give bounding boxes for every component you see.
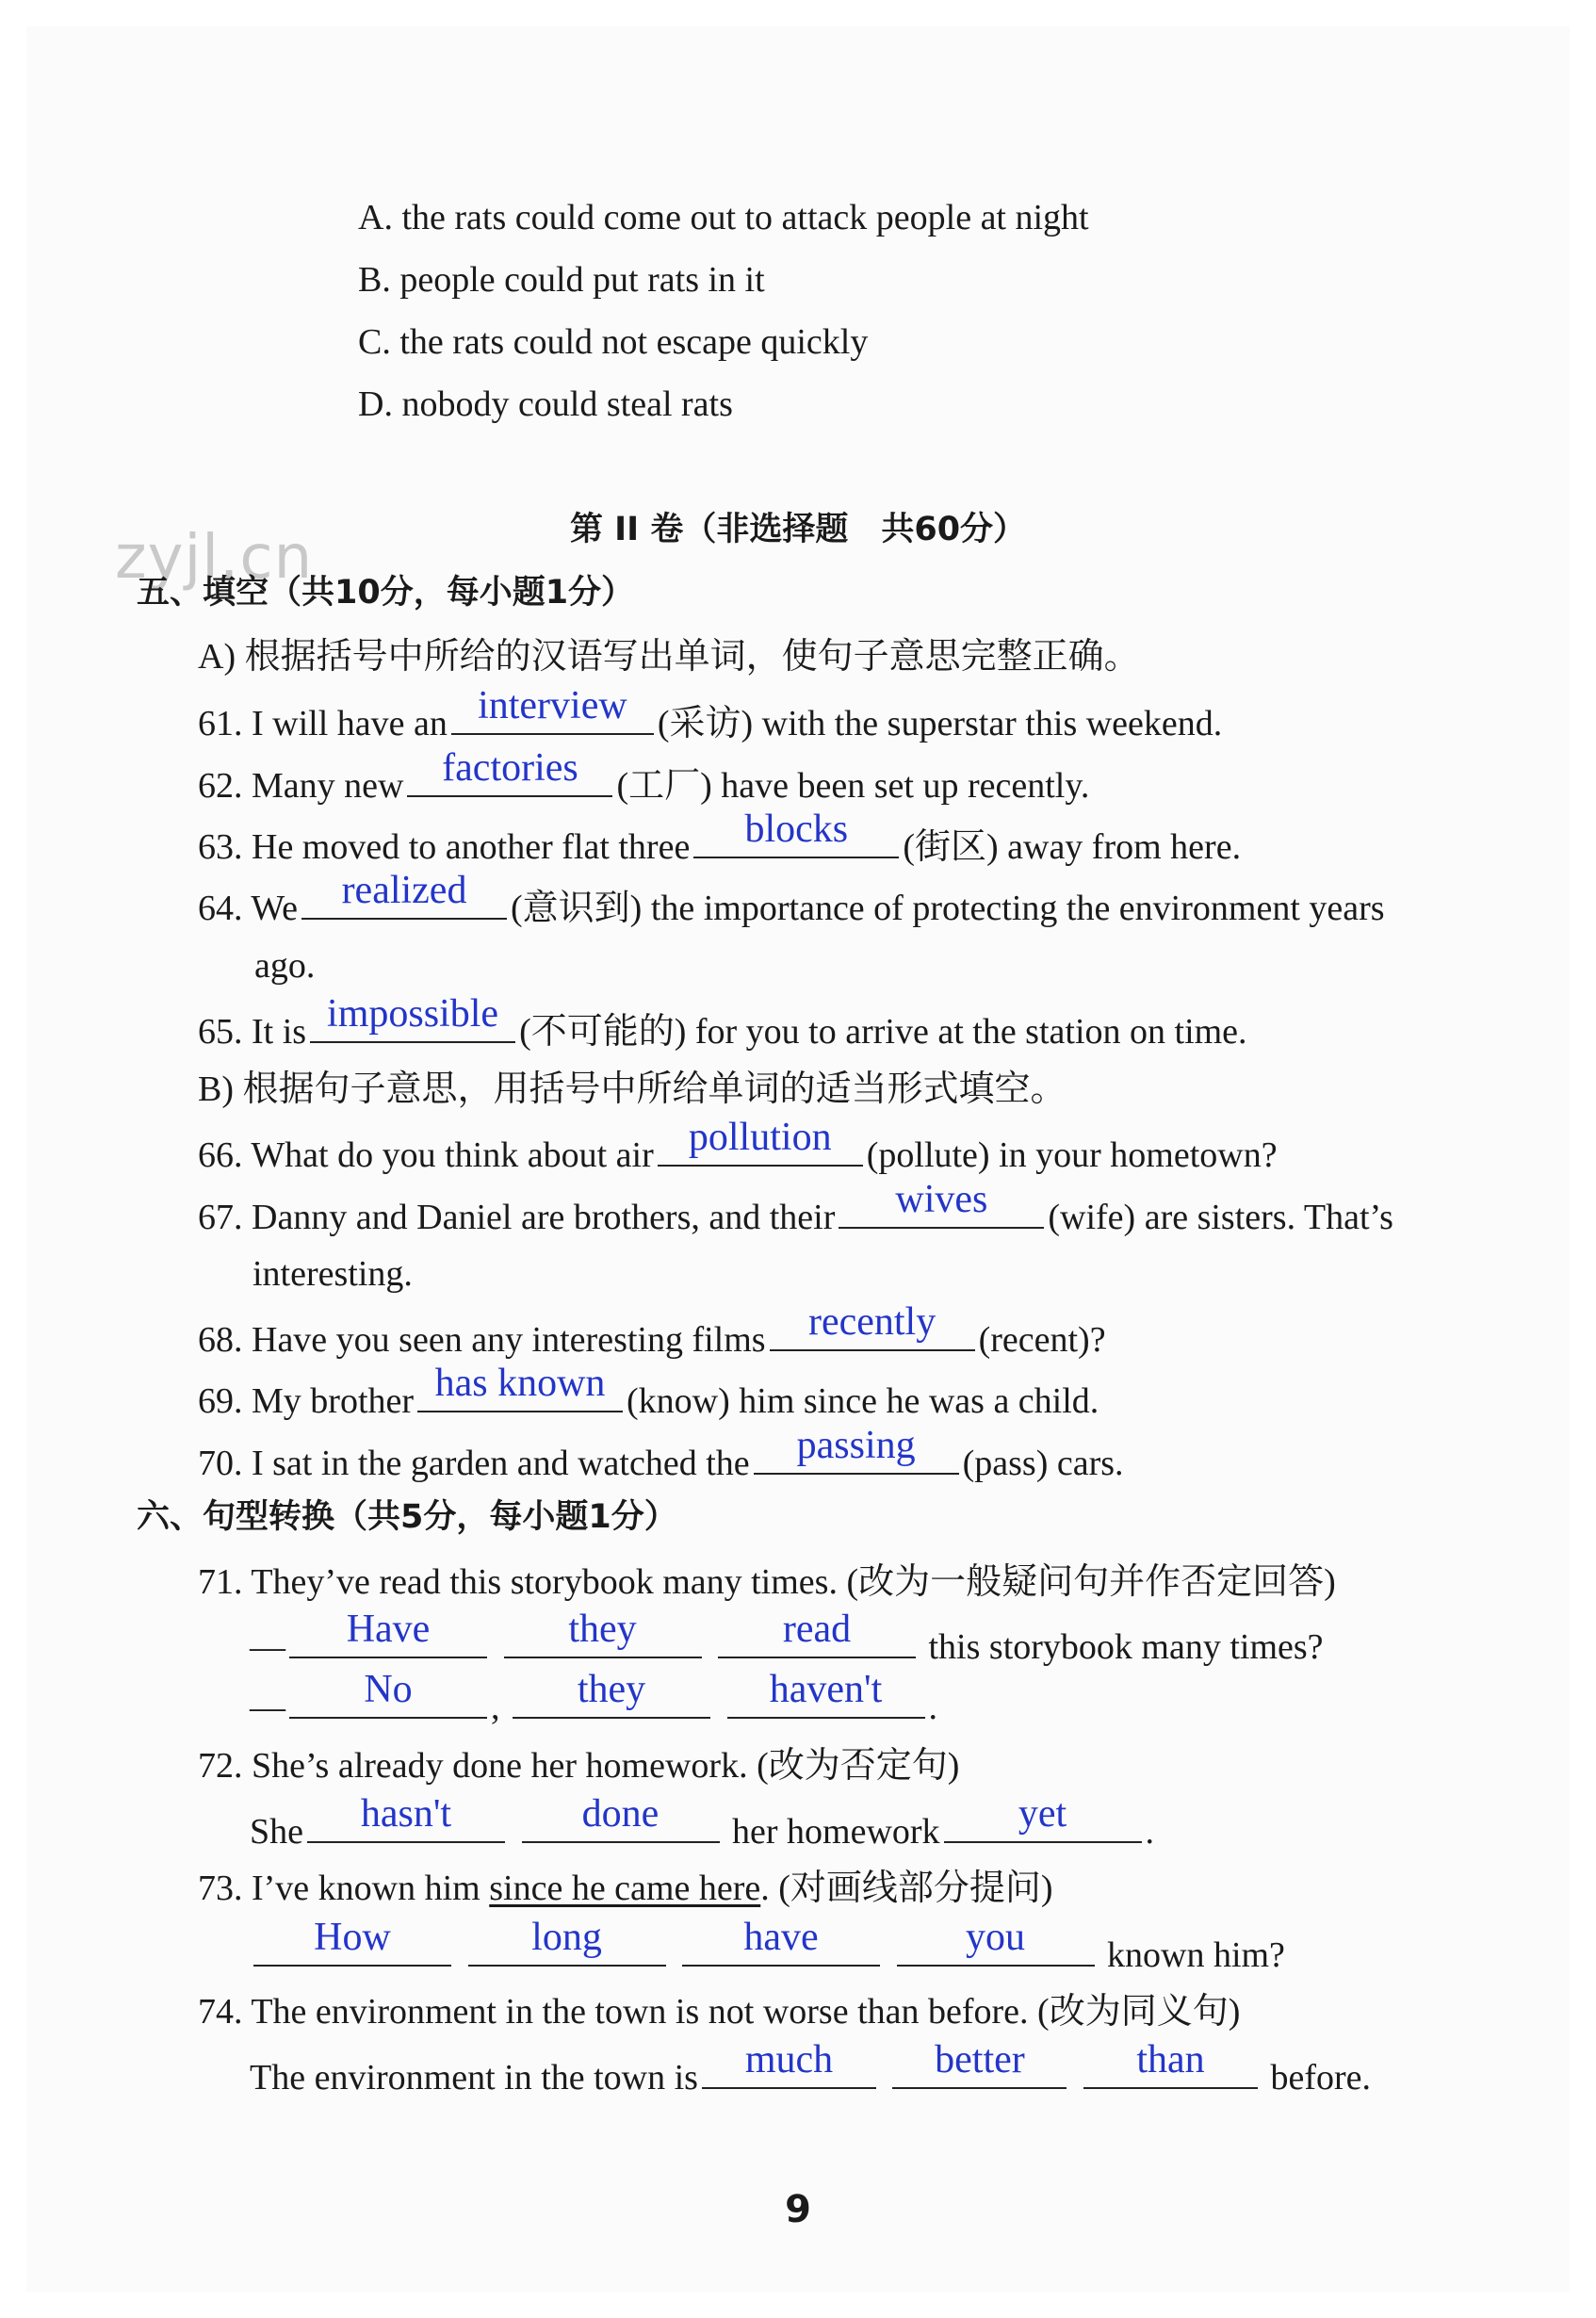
- answer-blank: much: [702, 2055, 876, 2089]
- answer-blank: impossible: [310, 1009, 515, 1043]
- question-63: 63. He moved to another flat three blocks (街区) away from here.: [198, 808, 1242, 867]
- question-70: 70. I sat in the garden and watched the passing (pass) cars.: [198, 1424, 1124, 1483]
- option-d: D. nobody could steal rats: [358, 384, 733, 424]
- answer-blank: they: [504, 1624, 702, 1658]
- answer-blank: than: [1083, 2055, 1258, 2089]
- answer-blank: factories: [407, 763, 612, 797]
- question-74-answer: The environment in the town is much better than before.: [250, 2038, 1372, 2098]
- question-73-stem: 73. I’ve known him since he came here. (对画线部分提问): [198, 1869, 1053, 1908]
- question-71-line2: — No , they haven't .: [250, 1668, 937, 1727]
- question-67-continued: interesting.: [252, 1254, 413, 1294]
- question-68: 68. Have you seen any interesting films recently (recent)?: [198, 1300, 1106, 1360]
- answer-blank: has known: [417, 1379, 623, 1412]
- option-a: A. the rats could come out to attack people at night: [358, 198, 1089, 237]
- underlined-phrase: since he came here: [489, 1869, 761, 1908]
- answer-blank: realized: [301, 886, 507, 920]
- answer-blank: recently: [770, 1317, 975, 1351]
- answer-blank: have: [682, 1933, 880, 1967]
- question-64-continued: ago.: [254, 946, 316, 986]
- option-c: C. the rats could not escape quickly: [358, 322, 869, 362]
- answer-blank: interview: [451, 701, 654, 735]
- answer-blank: they: [513, 1685, 710, 1719]
- section6-title: 六、句型转换（共5分，每小题1分）: [137, 1498, 677, 1536]
- watermark: zyjl.cn: [115, 523, 314, 593]
- question-61: 61. I will have an interview (采访) with the superstar this weekend.: [198, 684, 1223, 743]
- answer-blank: you: [897, 1933, 1095, 1967]
- answer-blank: long: [468, 1933, 666, 1967]
- question-62: 62. Many new factories (工厂) have been set up recently.: [198, 746, 1090, 806]
- question-71-stem: 71. They’ve read this storybook many times. (改为一般疑问句并作否定回答): [198, 1562, 1336, 1602]
- answer-blank: read: [718, 1624, 916, 1658]
- question-64: 64. We realized (意识到) the importance of protecting the environment years: [198, 869, 1385, 928]
- question-72-stem: 72. She’s already done her homework. (改为否定句): [198, 1746, 960, 1786]
- answer-blank: No: [289, 1685, 487, 1719]
- answer-blank: How: [253, 1933, 451, 1967]
- answer-blank: blocks: [693, 824, 899, 858]
- question-72-answer: She hasn't done her homework yet .: [250, 1792, 1155, 1852]
- answer-blank: haven't: [727, 1685, 925, 1719]
- answer-blank: Have: [289, 1624, 487, 1658]
- option-b: B. people could put rats in it: [358, 260, 765, 300]
- answer-blank: hasn't: [307, 1809, 505, 1843]
- question-71-line1: — Have they read this storybook many times?: [250, 1608, 1324, 1667]
- question-66: 66. What do you think about air pollution (pollute) in your hometown?: [198, 1116, 1278, 1175]
- part2-title: 第 II 卷（非选择题 共60分）: [569, 511, 1027, 548]
- answer-blank: pollution: [658, 1133, 863, 1167]
- answer-blank: wives: [839, 1195, 1044, 1229]
- answer-blank: better: [892, 2055, 1067, 2089]
- question-73-answer: How long have you known him?: [250, 1933, 1285, 1973]
- section5-title: 五、填空（共10分，每小题1分）: [137, 574, 635, 612]
- answer-blank: yet: [944, 1809, 1142, 1843]
- section5-b-instruction: B) 根据句子意思，用括号中所给单词的适当形式填空。: [198, 1069, 1067, 1109]
- question-69: 69. My brother has known (know) him since he was a child.: [198, 1362, 1099, 1421]
- answer-blank: done: [522, 1809, 720, 1843]
- answer-blank: passing: [754, 1441, 959, 1475]
- question-74-stem: 74. The environment in the town is not worse than before. (改为同义句): [198, 1992, 1241, 2032]
- question-65: 65. It is impossible (不可能的) for you to arrive at the station on time.: [198, 992, 1247, 1052]
- page-number: 9: [785, 2188, 811, 2231]
- question-67: 67. Danny and Daniel are brothers, and their wives (wife) are sisters. That’s: [198, 1178, 1393, 1237]
- section5-a-instruction: A) 根据括号中所给的汉语写出单词，使句子意思完整正确。: [198, 637, 1140, 677]
